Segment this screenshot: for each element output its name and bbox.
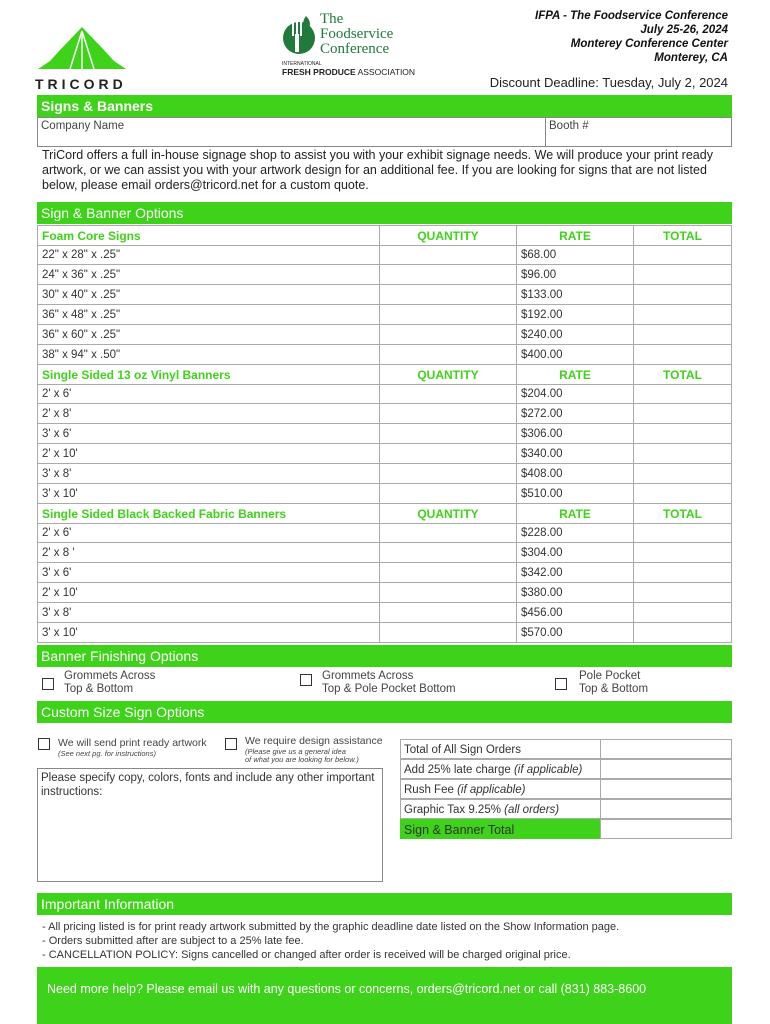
- event-line: Monterey Conference Center: [570, 38, 728, 50]
- size-cell: 24" x 36" x .25": [37, 265, 380, 285]
- design-assistance-note2: of what you are looking for below.): [245, 755, 359, 764]
- finishing-opt2-line1: Grommets Across: [322, 670, 414, 682]
- graphic-tax-field[interactable]: [600, 799, 732, 819]
- finishing-opt1-line2: Top & Bottom: [64, 683, 134, 695]
- total-input[interactable]: [634, 484, 732, 504]
- rate-cell: $380.00: [517, 583, 634, 603]
- print-ready-label: [58, 737, 207, 758]
- group-name: Single Sided Black Backed Fabric Banners: [37, 504, 380, 524]
- table-row: [37, 245, 732, 265]
- rush-fee-row: [400, 779, 732, 799]
- design-assistance-checkbox[interactable]: [225, 738, 237, 750]
- quantity-header: QUANTITY: [380, 504, 517, 524]
- total-input[interactable]: [634, 583, 732, 603]
- total-header: TOTAL: [634, 365, 732, 385]
- total-input[interactable]: [634, 464, 732, 484]
- graphic-tax-text: Graphic Tax 9.25%: [404, 804, 505, 816]
- group-header-row: [37, 364, 732, 385]
- print-ready-checkbox[interactable]: [38, 738, 50, 750]
- graphic-tax-note: (all orders): [504, 804, 560, 816]
- total-input[interactable]: [634, 523, 732, 543]
- total-all-label: Total of All Sign Orders: [400, 739, 601, 759]
- quantity-input[interactable]: [380, 285, 517, 305]
- design-assistance-text: We require design assistance: [245, 735, 383, 747]
- table-row: [37, 563, 732, 583]
- table-row: [37, 484, 732, 504]
- info-line: - Orders submitted after are subject to a 25% late fee.: [42, 935, 304, 947]
- print-ready-text: We will send print ready artwork: [58, 737, 207, 749]
- total-input[interactable]: [634, 404, 732, 424]
- conference-logo-line2: Foodservice: [320, 26, 394, 42]
- rate-cell: $400.00: [517, 345, 634, 365]
- info-line: - All pricing listed is for print ready artwork submitted by the graphic deadline date listed on the Show Information page.: [42, 921, 620, 933]
- print-ready-note: (See next pg. for instructions): [58, 749, 156, 758]
- table-row: [37, 384, 732, 404]
- design-assistance-note1: (Please give us a general idea: [245, 747, 346, 756]
- size-cell: 2' x 10': [37, 583, 380, 603]
- table-row: [37, 265, 732, 285]
- size-cell: 3' x 8': [37, 464, 380, 484]
- table-row: [37, 345, 732, 365]
- quantity-input[interactable]: [380, 464, 517, 484]
- quantity-header: QUANTITY: [380, 226, 517, 246]
- company-name-field[interactable]: [37, 117, 546, 147]
- table-row: [37, 623, 732, 643]
- table-row: [37, 444, 732, 464]
- help-banner: Need more help? Please email us with any questions or concerns, orders@tricord.net or call (831) 883-8600: [37, 967, 732, 1024]
- size-cell: 36" x 48" x .25": [37, 305, 380, 325]
- table-row: [37, 543, 732, 563]
- rate-cell: $408.00: [517, 464, 634, 484]
- total-header: TOTAL: [634, 504, 732, 524]
- quantity-input[interactable]: [380, 623, 517, 643]
- table-row: [37, 583, 732, 603]
- instructions-label: Please specify copy, colors, fonts and include any other important instructions:: [41, 772, 375, 798]
- size-cell: 3' x 6': [37, 563, 380, 583]
- size-cell: 3' x 10': [37, 623, 380, 643]
- finishing-opt3-line2: Top & Bottom: [579, 683, 649, 695]
- booth-field[interactable]: [545, 117, 732, 147]
- ifpa-line1: INTERNATIONAL: [282, 61, 322, 67]
- rate-cell: $342.00: [517, 563, 634, 583]
- section-title-options: Sign & Banner Options: [37, 202, 732, 224]
- quantity-input[interactable]: [380, 583, 517, 603]
- total-input[interactable]: [634, 384, 732, 404]
- conference-logo-line1: The: [320, 11, 344, 27]
- total-input[interactable]: [634, 305, 732, 325]
- size-cell: 2' x 6': [37, 523, 380, 543]
- fork-leaf-icon: [282, 14, 316, 58]
- group-name: Foam Core Signs: [37, 226, 380, 246]
- total-input[interactable]: [634, 563, 732, 583]
- total-input[interactable]: [634, 265, 732, 285]
- section-title-signs: Signs & Banners: [37, 95, 732, 117]
- ifpa-line2: FRESH PRODUCE: [282, 67, 356, 77]
- grand-total-row: [400, 819, 732, 839]
- rate-cell: $192.00: [517, 305, 634, 325]
- instructions-textarea[interactable]: [37, 768, 383, 882]
- size-cell: 2' x 8': [37, 404, 380, 424]
- pole-pocket-checkbox[interactable]: [555, 678, 567, 690]
- size-cell: 22" x 28" x .25": [37, 245, 380, 265]
- conference-logo: [282, 11, 416, 80]
- total-input[interactable]: [634, 424, 732, 444]
- design-assistance-label: [245, 735, 383, 764]
- event-line: IFPA - The Foodservice Conference: [535, 10, 728, 22]
- important-info: [42, 920, 619, 962]
- size-cell: 38" x 94" x .50": [37, 345, 380, 365]
- section-title-finishing: Banner Finishing Options: [37, 645, 732, 667]
- total-input[interactable]: [634, 325, 732, 345]
- rate-cell: $96.00: [517, 265, 634, 285]
- rate-cell: $570.00: [517, 623, 634, 643]
- quantity-input[interactable]: [380, 384, 517, 404]
- section-title-custom: Custom Size Sign Options: [37, 701, 732, 723]
- event-line: July 25-26, 2024: [640, 24, 728, 36]
- rush-fee-note: (if applicable): [457, 784, 526, 796]
- info-line: - CANCELLATION POLICY: Signs cancelled or changed after order is received will be charged original price.: [42, 949, 571, 961]
- table-row: [37, 285, 732, 305]
- size-cell: 2' x 10': [37, 444, 380, 464]
- rush-fee-field[interactable]: [600, 779, 732, 799]
- late-charge-field[interactable]: [600, 759, 732, 779]
- table-row: [37, 603, 732, 623]
- total-input[interactable]: [634, 345, 732, 365]
- quantity-input[interactable]: [380, 424, 517, 444]
- size-cell: 3' x 10': [37, 484, 380, 504]
- quantity-input[interactable]: [380, 265, 517, 285]
- late-charge-row: [400, 759, 732, 779]
- late-charge-text: Add 25% late charge: [404, 764, 514, 776]
- quantity-input[interactable]: [380, 305, 517, 325]
- graphic-tax-row: [400, 799, 732, 819]
- intro-text: TriCord offers a full in-house signage shop to assist you with your exhibit signage needs. We will produce your print ready artwork, or we can assist you with your artwork design for an additional fee. If you are looking for signs that are not listed below, please email orders@tricord.net for a custom quote.: [42, 148, 713, 192]
- rate-cell: $306.00: [517, 424, 634, 444]
- group-header-row: [37, 225, 732, 246]
- size-cell: 3' x 8': [37, 603, 380, 623]
- quantity-input[interactable]: [380, 484, 517, 504]
- rate-cell: $204.00: [517, 384, 634, 404]
- table-row: [37, 464, 732, 484]
- tricord-logo-text: TRICORD: [35, 76, 127, 92]
- rate-header: RATE: [517, 226, 634, 246]
- total-all-row: [400, 739, 732, 759]
- discount-deadline: Discount Deadline: Tuesday, July 2, 2024: [489, 75, 728, 90]
- quantity-input[interactable]: [380, 603, 517, 623]
- quantity-input[interactable]: [380, 543, 517, 563]
- grommets-top-bottom-checkbox[interactable]: [42, 678, 54, 690]
- finishing-opt1-line1: Grommets Across: [64, 670, 156, 682]
- conference-logo-line3: Conference: [320, 41, 390, 57]
- rate-cell: $240.00: [517, 325, 634, 345]
- table-row: [37, 523, 732, 543]
- total-header: TOTAL: [634, 226, 732, 246]
- total-input[interactable]: [634, 245, 732, 265]
- booth-label: Booth #: [549, 120, 589, 132]
- late-charge-label: [400, 759, 601, 779]
- group-header-row: [37, 503, 732, 524]
- table-row: [37, 325, 732, 345]
- tricord-logo: [30, 25, 135, 92]
- grommets-pole-pocket-label: [322, 670, 456, 696]
- total-input[interactable]: [634, 444, 732, 464]
- size-cell: 2' x 6': [37, 384, 380, 404]
- total-input[interactable]: [634, 623, 732, 643]
- total-input[interactable]: [634, 603, 732, 623]
- total-all-field[interactable]: [600, 739, 732, 759]
- rate-header: RATE: [517, 504, 634, 524]
- rush-fee-text: Rush Fee: [404, 784, 458, 796]
- section-title-important: Important Information: [37, 893, 732, 915]
- grand-total-label: Sign & Banner Total: [400, 819, 601, 839]
- quantity-input[interactable]: [380, 444, 517, 464]
- ifpa-line3: ASSOCIATION: [357, 67, 416, 77]
- quantity-input[interactable]: [380, 563, 517, 583]
- table-row: [37, 404, 732, 424]
- quantity-input[interactable]: [380, 245, 517, 265]
- size-cell: 30" x 40" x .25": [37, 285, 380, 305]
- total-input[interactable]: [634, 285, 732, 305]
- pole-pocket-label: [579, 670, 648, 696]
- tricord-mark-icon: [30, 25, 135, 70]
- company-name-label: Company Name: [41, 120, 125, 132]
- total-input[interactable]: [634, 543, 732, 563]
- size-cell: 2' x 8 ': [37, 543, 380, 563]
- quantity-input[interactable]: [380, 345, 517, 365]
- graphic-tax-label: [400, 799, 601, 819]
- rush-fee-label: [400, 779, 601, 799]
- quantity-input[interactable]: [380, 325, 517, 345]
- rate-cell: $272.00: [517, 404, 634, 424]
- rate-cell: $133.00: [517, 285, 634, 305]
- event-info: [535, 9, 728, 65]
- quantity-header: QUANTITY: [380, 365, 517, 385]
- rate-cell: $340.00: [517, 444, 634, 464]
- grand-total-field[interactable]: [600, 819, 732, 839]
- table-row: [37, 305, 732, 325]
- rate-cell: $68.00: [517, 245, 634, 265]
- size-cell: 3' x 6': [37, 424, 380, 444]
- quantity-input[interactable]: [380, 523, 517, 543]
- finishing-opt3-line1: Pole Pocket: [579, 670, 641, 682]
- late-charge-note: (if applicable): [513, 764, 583, 776]
- table-row: [37, 424, 732, 444]
- finishing-opt2-line2: Top & Pole Pocket Bottom: [322, 683, 456, 695]
- rate-cell: $304.00: [517, 543, 634, 563]
- rate-cell: $228.00: [517, 523, 634, 543]
- rate-cell: $510.00: [517, 484, 634, 504]
- quantity-input[interactable]: [380, 404, 517, 424]
- grommets-top-bottom-label: [64, 670, 155, 696]
- size-cell: 36" x 60" x .25": [37, 325, 380, 345]
- rate-cell: $456.00: [517, 603, 634, 623]
- grommets-pole-pocket-checkbox[interactable]: [300, 674, 312, 686]
- event-line: Monterey, CA: [654, 52, 728, 64]
- group-name: Single Sided 13 oz Vinyl Banners: [37, 365, 380, 385]
- rate-header: RATE: [517, 365, 634, 385]
